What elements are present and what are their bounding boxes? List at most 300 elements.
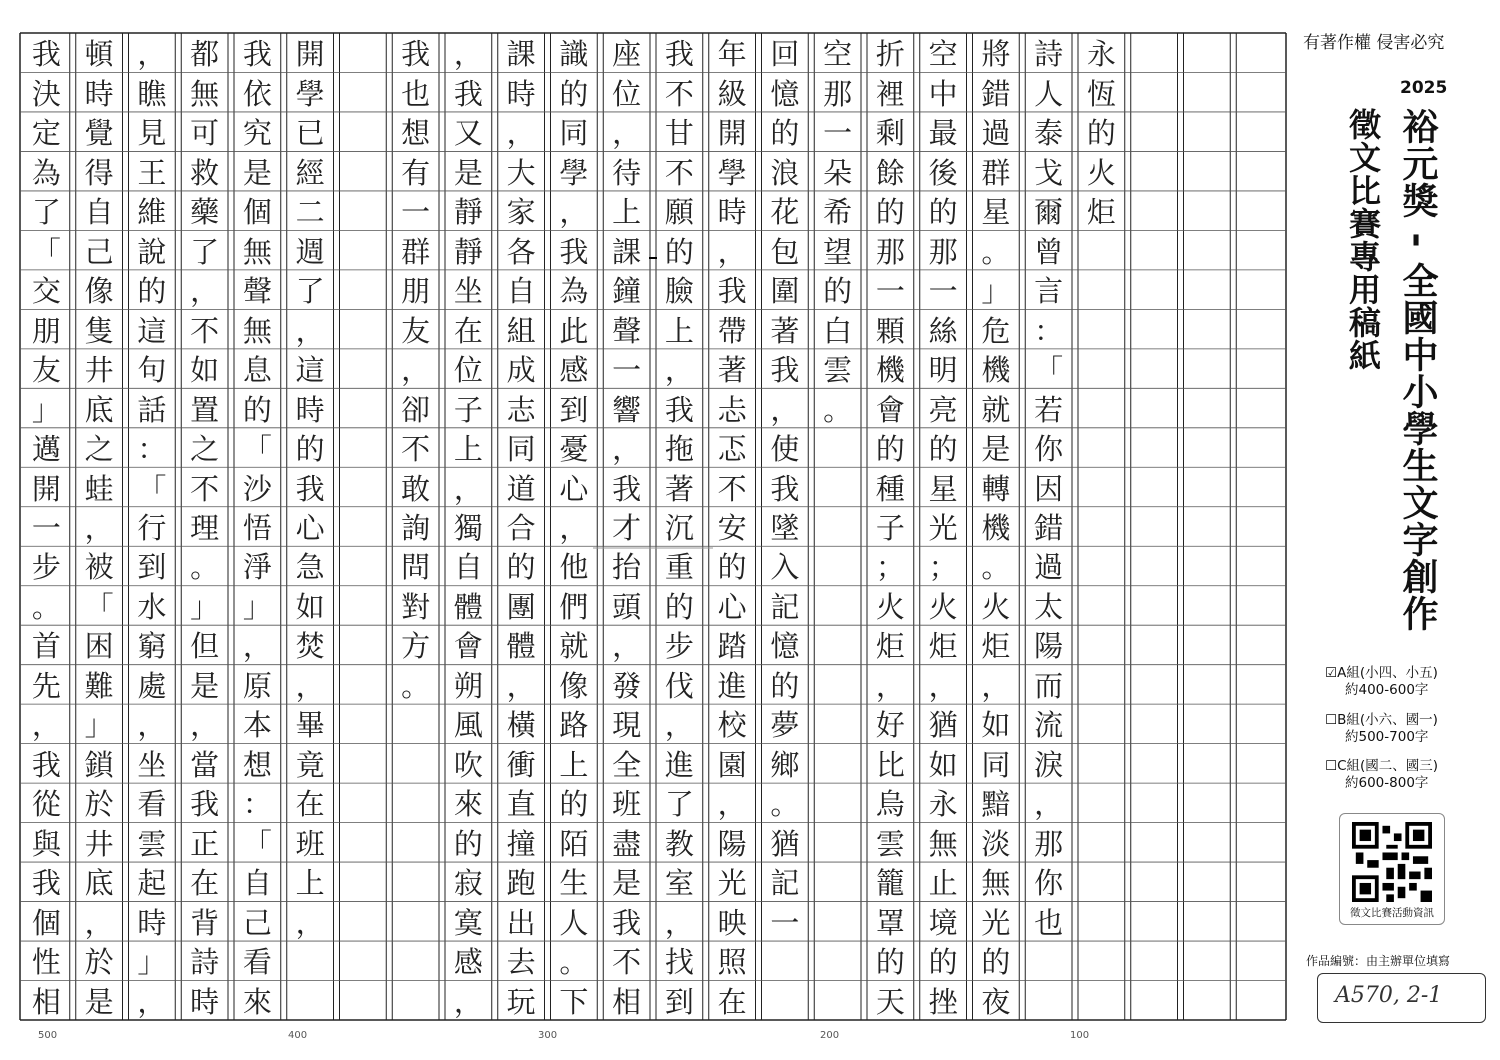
group-option-a[interactable] [1325, 665, 1438, 699]
essay-char: 性 [31, 945, 61, 980]
essay-char: 時 [506, 76, 536, 111]
group-b-checkbox[interactable]: ☐ [1325, 712, 1338, 728]
essay-char: 一 [31, 510, 61, 545]
essay-char: 亮 [928, 392, 958, 427]
essay-char: 從 [31, 787, 61, 822]
essay-char: 我 [559, 234, 589, 269]
essay-char: 才 [612, 510, 642, 545]
group-c-checkbox[interactable]: ☐ [1325, 758, 1338, 774]
essay-char: 室 [664, 866, 694, 901]
essay-char: 如 [928, 747, 958, 782]
group-b-label: B組(小六、國一) [1337, 712, 1438, 728]
essay-char: ， [137, 708, 167, 743]
essay-char: 寞 [453, 905, 483, 940]
qr-caption: 徵文比賽活動資訊 [1350, 907, 1434, 919]
essay-char: 陽 [1034, 629, 1064, 664]
essay-char: 朔 [453, 668, 483, 703]
essay-char: 群 [981, 155, 1011, 190]
essay-char: 錯 [981, 76, 1011, 111]
essay-char: 下 [559, 984, 589, 1019]
essay-char: 無 [242, 234, 272, 269]
essay-char: 明 [928, 353, 958, 388]
essay-char: 此 [559, 313, 589, 348]
essay-char: 若 [1034, 392, 1064, 427]
essay-char: ， [664, 708, 694, 743]
essay-char: 群 [401, 234, 431, 269]
essay-char: 拖 [664, 432, 694, 467]
essay-char: 著 [770, 313, 800, 348]
essay-char: 是 [190, 668, 220, 703]
essay-char: 一 [770, 905, 800, 940]
essay-char: 依 [242, 76, 272, 111]
essay-char: 中 [928, 76, 958, 111]
essay-char: 我 [612, 905, 642, 940]
essay-char: 坐 [453, 274, 483, 309]
essay-char: 比 [875, 747, 905, 782]
contest-title: 裕元獎 - 全國中小學生文字創作 [1397, 108, 1438, 633]
essay-char: 頓 [84, 37, 114, 72]
bottom-number: 400 [288, 1030, 308, 1041]
essay-char: 朋 [31, 313, 61, 348]
essay-char: 機 [981, 353, 1011, 388]
essay-char: ： [137, 432, 167, 467]
essay-char: 「 [242, 826, 272, 861]
essay-char: 黯 [981, 787, 1011, 822]
essay-char: 火 [875, 589, 905, 624]
essay-char: 人 [1034, 76, 1064, 111]
essay-char: 我 [770, 471, 800, 506]
essay-char: 被 [84, 550, 114, 585]
essay-char: ， [295, 668, 325, 703]
essay-char: 同 [981, 747, 1011, 782]
essay-char: 的 [823, 274, 853, 309]
essay-char: 這 [295, 353, 325, 388]
essay-char: 夜 [981, 984, 1011, 1019]
essay-char: ， [453, 984, 483, 1019]
essay-char: 烏 [875, 787, 905, 822]
essay-char: 個 [31, 905, 61, 940]
essay-char: 位 [453, 353, 483, 388]
essay-char: 與 [31, 826, 61, 861]
essay-char: 合 [506, 510, 536, 545]
essay-char: 如 [981, 708, 1011, 743]
essay-char: 不 [664, 76, 694, 111]
essay-char: 的 [295, 432, 325, 467]
essay-char: 種 [875, 471, 905, 506]
essay-char: 看 [137, 787, 167, 822]
essay-char: 甘 [664, 116, 694, 151]
essay-char: 二 [295, 195, 325, 230]
essay-char: 經 [295, 155, 325, 190]
essay-char: 班 [295, 826, 325, 861]
essay-char: 起 [137, 866, 167, 901]
essay-char: 淨 [242, 550, 272, 585]
essay-char: 空 [928, 37, 958, 72]
essay-char: 剩 [875, 116, 905, 151]
essay-char: 你 [1034, 866, 1064, 901]
essay-char: 一 [612, 353, 642, 388]
essay-char: 自 [242, 866, 272, 901]
essay-char: 首 [31, 629, 61, 664]
essay-char: 猶 [928, 708, 958, 743]
essay-char: ， [1034, 787, 1064, 822]
essay-char: 底 [84, 866, 114, 901]
essay-char: 我 [31, 747, 61, 782]
essay-char: 願 [664, 195, 694, 230]
qr-code-card[interactable] [1339, 813, 1445, 925]
essay-char: 進 [717, 668, 747, 703]
essay-char: 機 [981, 510, 1011, 545]
essay-char: 無 [242, 313, 272, 348]
essay-char: ， [875, 668, 905, 703]
essay-char: 最 [928, 116, 958, 151]
essay-char: 藥 [190, 195, 220, 230]
essay-char: 位 [612, 76, 642, 111]
essay-char: 那 [1034, 826, 1064, 861]
essay-char: 光 [717, 866, 747, 901]
bottom-number: 100 [1070, 1030, 1090, 1041]
essay-char: 是 [981, 432, 1011, 467]
group-a-checkbox[interactable]: ☑ [1325, 665, 1338, 681]
essay-char: 橫 [506, 708, 536, 743]
essay-char: 決 [31, 76, 61, 111]
essay-char: 的 [242, 392, 272, 427]
essay-char: 邁 [31, 432, 61, 467]
essay-char: 於 [84, 945, 114, 980]
group-option-c[interactable] [1325, 758, 1438, 792]
essay-char: 的 [453, 826, 483, 861]
essay-char: 不 [664, 155, 694, 190]
essay-char: 記 [770, 866, 800, 901]
essay-char: 發 [612, 668, 642, 703]
essay-char: 不 [401, 432, 431, 467]
essay-char: 們 [559, 589, 589, 624]
group-option-b[interactable] [1325, 712, 1438, 746]
essay-char: 會 [875, 392, 905, 427]
essay-char: 急 [295, 550, 325, 585]
essay-char: 。 [770, 787, 800, 822]
essay-char: 句 [137, 353, 167, 388]
essay-char: 星 [928, 471, 958, 506]
essay-char: 希 [823, 195, 853, 230]
essay-char: 盡 [612, 826, 642, 861]
essay-char: 為 [31, 155, 61, 190]
essay-char: 重 [664, 550, 694, 585]
essay-char: 。 [401, 668, 431, 703]
essay-char: 我 [242, 37, 272, 72]
essay-char: 的 [928, 195, 958, 230]
essay-char: 獨 [453, 510, 483, 545]
essay-char: 畢 [295, 708, 325, 743]
essay-char: 有 [401, 155, 431, 190]
essay-char: 不 [717, 471, 747, 506]
essay-char: 到 [137, 550, 167, 585]
essay-char: 靜 [453, 195, 483, 230]
essay-char: 的 [770, 668, 800, 703]
essay-char: 於 [84, 787, 114, 822]
essay-char: 生 [559, 866, 589, 901]
essay-char: ， [664, 905, 694, 940]
essay-char: 時 [190, 984, 220, 1019]
essay-char: 像 [84, 274, 114, 309]
essay-char: 」 [190, 589, 220, 624]
essay-char: 大 [506, 155, 536, 190]
essay-char: 己 [242, 905, 272, 940]
essay-char: ， [664, 353, 694, 388]
essay-char: 去 [506, 945, 536, 980]
essay-char: 就 [981, 392, 1011, 427]
essay-char: 同 [506, 432, 536, 467]
essay-char: 玩 [506, 984, 536, 1019]
essay-char: 的 [137, 274, 167, 309]
essay-char: 的 [664, 589, 694, 624]
essay-char: 正 [190, 826, 220, 861]
essay-char: 沙 [242, 471, 272, 506]
essay-char: 隻 [84, 313, 114, 348]
essay-char: 無 [981, 866, 1011, 901]
essay-char: 浪 [770, 155, 800, 190]
essay-char: 記 [770, 589, 800, 624]
essay-char: 如 [295, 589, 325, 624]
essay-char: 炬 [928, 629, 958, 664]
essay-char: 「 [84, 589, 114, 624]
essay-char: 無 [928, 826, 958, 861]
essay-char: 想 [401, 116, 431, 151]
essay-char: 雲 [137, 826, 167, 861]
essay-char: ， [717, 234, 747, 269]
essay-char: 著 [717, 353, 747, 388]
essay-char: 好 [875, 708, 905, 743]
essay-char: 天 [875, 984, 905, 1019]
essay-char: 已 [295, 116, 325, 151]
essay-char: 背 [190, 905, 220, 940]
essay-char: 是 [242, 155, 272, 190]
essay-char: 敢 [401, 471, 431, 506]
essay-char: 像 [559, 668, 589, 703]
essay-char: 想 [242, 747, 272, 782]
essay-char: 。 [559, 945, 589, 980]
essay-char: 都 [190, 37, 220, 72]
essay-char: 說 [137, 234, 167, 269]
essay-char: 置 [190, 392, 220, 427]
essay-char: 的 [506, 550, 536, 585]
essay-char: 開 [31, 471, 61, 506]
essay-char: 折 [875, 37, 905, 72]
essay-char: 當 [190, 747, 220, 782]
essay-char: 炬 [875, 629, 905, 664]
essay-char: 現 [612, 708, 642, 743]
essay-char: 爾 [1034, 195, 1064, 230]
essay-char: 帶 [717, 313, 747, 348]
essay-char: 詢 [401, 510, 431, 545]
essay-char: 入 [770, 550, 800, 585]
essay-char: 」 [84, 708, 114, 743]
essay-char: 定 [31, 116, 61, 151]
essay-char: 課 [612, 234, 642, 269]
essay-char: ， [295, 905, 325, 940]
essay-char: 」 [981, 274, 1011, 309]
essay-char: 雲 [875, 826, 905, 861]
essay-char: 挫 [928, 984, 958, 1019]
essay-char: 過 [981, 116, 1011, 151]
essay-char: 年 [717, 37, 747, 72]
essay-char: 不 [190, 313, 220, 348]
essay-char: 相 [612, 984, 642, 1019]
essay-char: ， [559, 195, 589, 230]
essay-char: 行 [137, 510, 167, 545]
essay-char: 我 [717, 274, 747, 309]
essay-char: 他 [559, 550, 589, 585]
essay-char: ， [506, 116, 536, 151]
essay-char: 井 [84, 353, 114, 388]
essay-char: 臉 [664, 274, 694, 309]
essay-char: 。 [981, 234, 1011, 269]
essay-char: ； [875, 550, 905, 585]
essay-char: 團 [506, 589, 536, 624]
essay-char: 步 [31, 550, 61, 585]
essay-char: 不 [190, 471, 220, 506]
essay-char: 又 [453, 116, 483, 151]
essay-char: 理 [190, 510, 220, 545]
essay-char: 待 [612, 155, 642, 190]
essay-char: 悟 [242, 510, 272, 545]
essay-char: 方 [401, 629, 431, 664]
essay-char: 白 [823, 313, 853, 348]
essay-char: 志 [506, 392, 536, 427]
essay-char: ， [612, 116, 642, 151]
essay-char: 是 [612, 866, 642, 901]
essay-char: 危 [981, 313, 1011, 348]
bottom-number: 200 [820, 1030, 840, 1041]
essay-char: 課 [506, 37, 536, 72]
essay-char: 對 [401, 589, 431, 624]
group-b-count: 約500-700字 [1345, 729, 1429, 745]
essay-char: 井 [84, 826, 114, 861]
essay-char: 機 [875, 353, 905, 388]
essay-char: 我 [612, 471, 642, 506]
essay-char: 轉 [981, 471, 1011, 506]
essay-char: 炬 [981, 629, 1011, 664]
essay-char: 見 [137, 116, 167, 151]
essay-char: 跑 [506, 866, 536, 901]
essay-char: 在 [190, 866, 220, 901]
essay-char: ， [190, 274, 220, 309]
essay-char: 家 [506, 195, 536, 230]
essay-char: 沉 [664, 510, 694, 545]
copyright-notice: 有著作權 侵害必究 [1303, 33, 1445, 53]
essay-char: 的 [1086, 116, 1116, 151]
group-a-label: A組(小四、小五) [1337, 665, 1438, 681]
essay-char: ， [190, 708, 220, 743]
essay-char: 原 [242, 668, 272, 703]
essay-char: 本 [242, 708, 272, 743]
essay-char: ， [31, 708, 61, 743]
essay-char: 會 [453, 629, 483, 664]
essay-char: ， [928, 668, 958, 703]
essay-char: 但 [190, 629, 220, 664]
essay-char: 餘 [875, 155, 905, 190]
essay-char: 道 [506, 471, 536, 506]
essay-char: 」 [137, 945, 167, 980]
essay-char: 就 [559, 629, 589, 664]
essay-char: 憂 [559, 432, 589, 467]
essay-char: 友 [401, 313, 431, 348]
essay-char: 覺 [84, 116, 114, 151]
essay-char: 無 [190, 76, 220, 111]
essay-char: 憶 [770, 629, 800, 664]
qr-code-icon [1350, 822, 1434, 902]
essay-char: 朋 [401, 274, 431, 309]
essay-char: 上 [453, 432, 483, 467]
essay-char: 班 [612, 787, 642, 822]
group-c-label: C組(國二、國三) [1337, 758, 1439, 774]
entry-number-value: A570, 2-1 [1335, 983, 1443, 1008]
essay-char: 問 [401, 550, 431, 585]
essay-char: 是 [84, 984, 114, 1019]
essay-char: 的 [928, 945, 958, 980]
essay-char: 罩 [875, 905, 905, 940]
essay-char: 自 [84, 195, 114, 230]
essay-char: 太 [1034, 589, 1064, 624]
essay-char: 時 [84, 76, 114, 111]
essay-char: 我 [453, 76, 483, 111]
essay-char: 望 [823, 234, 853, 269]
essay-char: 成 [506, 353, 536, 388]
essay-char: 」 [31, 392, 61, 427]
essay-char: 學 [717, 155, 747, 190]
essay-char: ， [295, 313, 325, 348]
essay-char: 圍 [770, 274, 800, 309]
essay-char: ， [401, 353, 431, 388]
essay-char: 一 [928, 274, 958, 309]
essay-char: 的 [928, 432, 958, 467]
essay-char: 的 [875, 195, 905, 230]
essay-char: 園 [717, 747, 747, 782]
essay-char: 來 [242, 984, 272, 1019]
essay-char: 窮 [137, 629, 167, 664]
essay-char: ， [612, 432, 642, 467]
essay-char: 我 [664, 392, 694, 427]
essay-char: 我 [770, 353, 800, 388]
essay-char: 究 [242, 116, 272, 151]
essay-char: ， [981, 668, 1011, 703]
essay-char: 了 [31, 195, 61, 230]
essay-char: 的 [875, 432, 905, 467]
essay-char: 顆 [875, 313, 905, 348]
essay-char: 戈 [1034, 155, 1064, 190]
essay-char: ， [453, 37, 483, 72]
essay-char: 是 [453, 155, 483, 190]
essay-char: ， [84, 510, 114, 545]
essay-char: 底 [84, 392, 114, 427]
essay-char: 心 [559, 471, 589, 506]
essay-char: 過 [1034, 550, 1064, 585]
essay-char: 個 [242, 195, 272, 230]
essay-char: 詩 [190, 945, 220, 980]
essay-char: 上 [664, 313, 694, 348]
essay-char: 火 [1086, 155, 1116, 190]
essay-char: 卻 [401, 392, 431, 427]
essay-char: 了 [190, 234, 220, 269]
essay-char: 撞 [506, 826, 536, 861]
essay-char: 夢 [770, 708, 800, 743]
essay-char: 花 [770, 195, 800, 230]
essay-char: 為 [559, 274, 589, 309]
essay-char: 到 [664, 984, 694, 1019]
essay-char: ， [770, 392, 800, 427]
essay-char: 安 [717, 510, 747, 545]
essay-char: 炬 [1086, 195, 1116, 230]
